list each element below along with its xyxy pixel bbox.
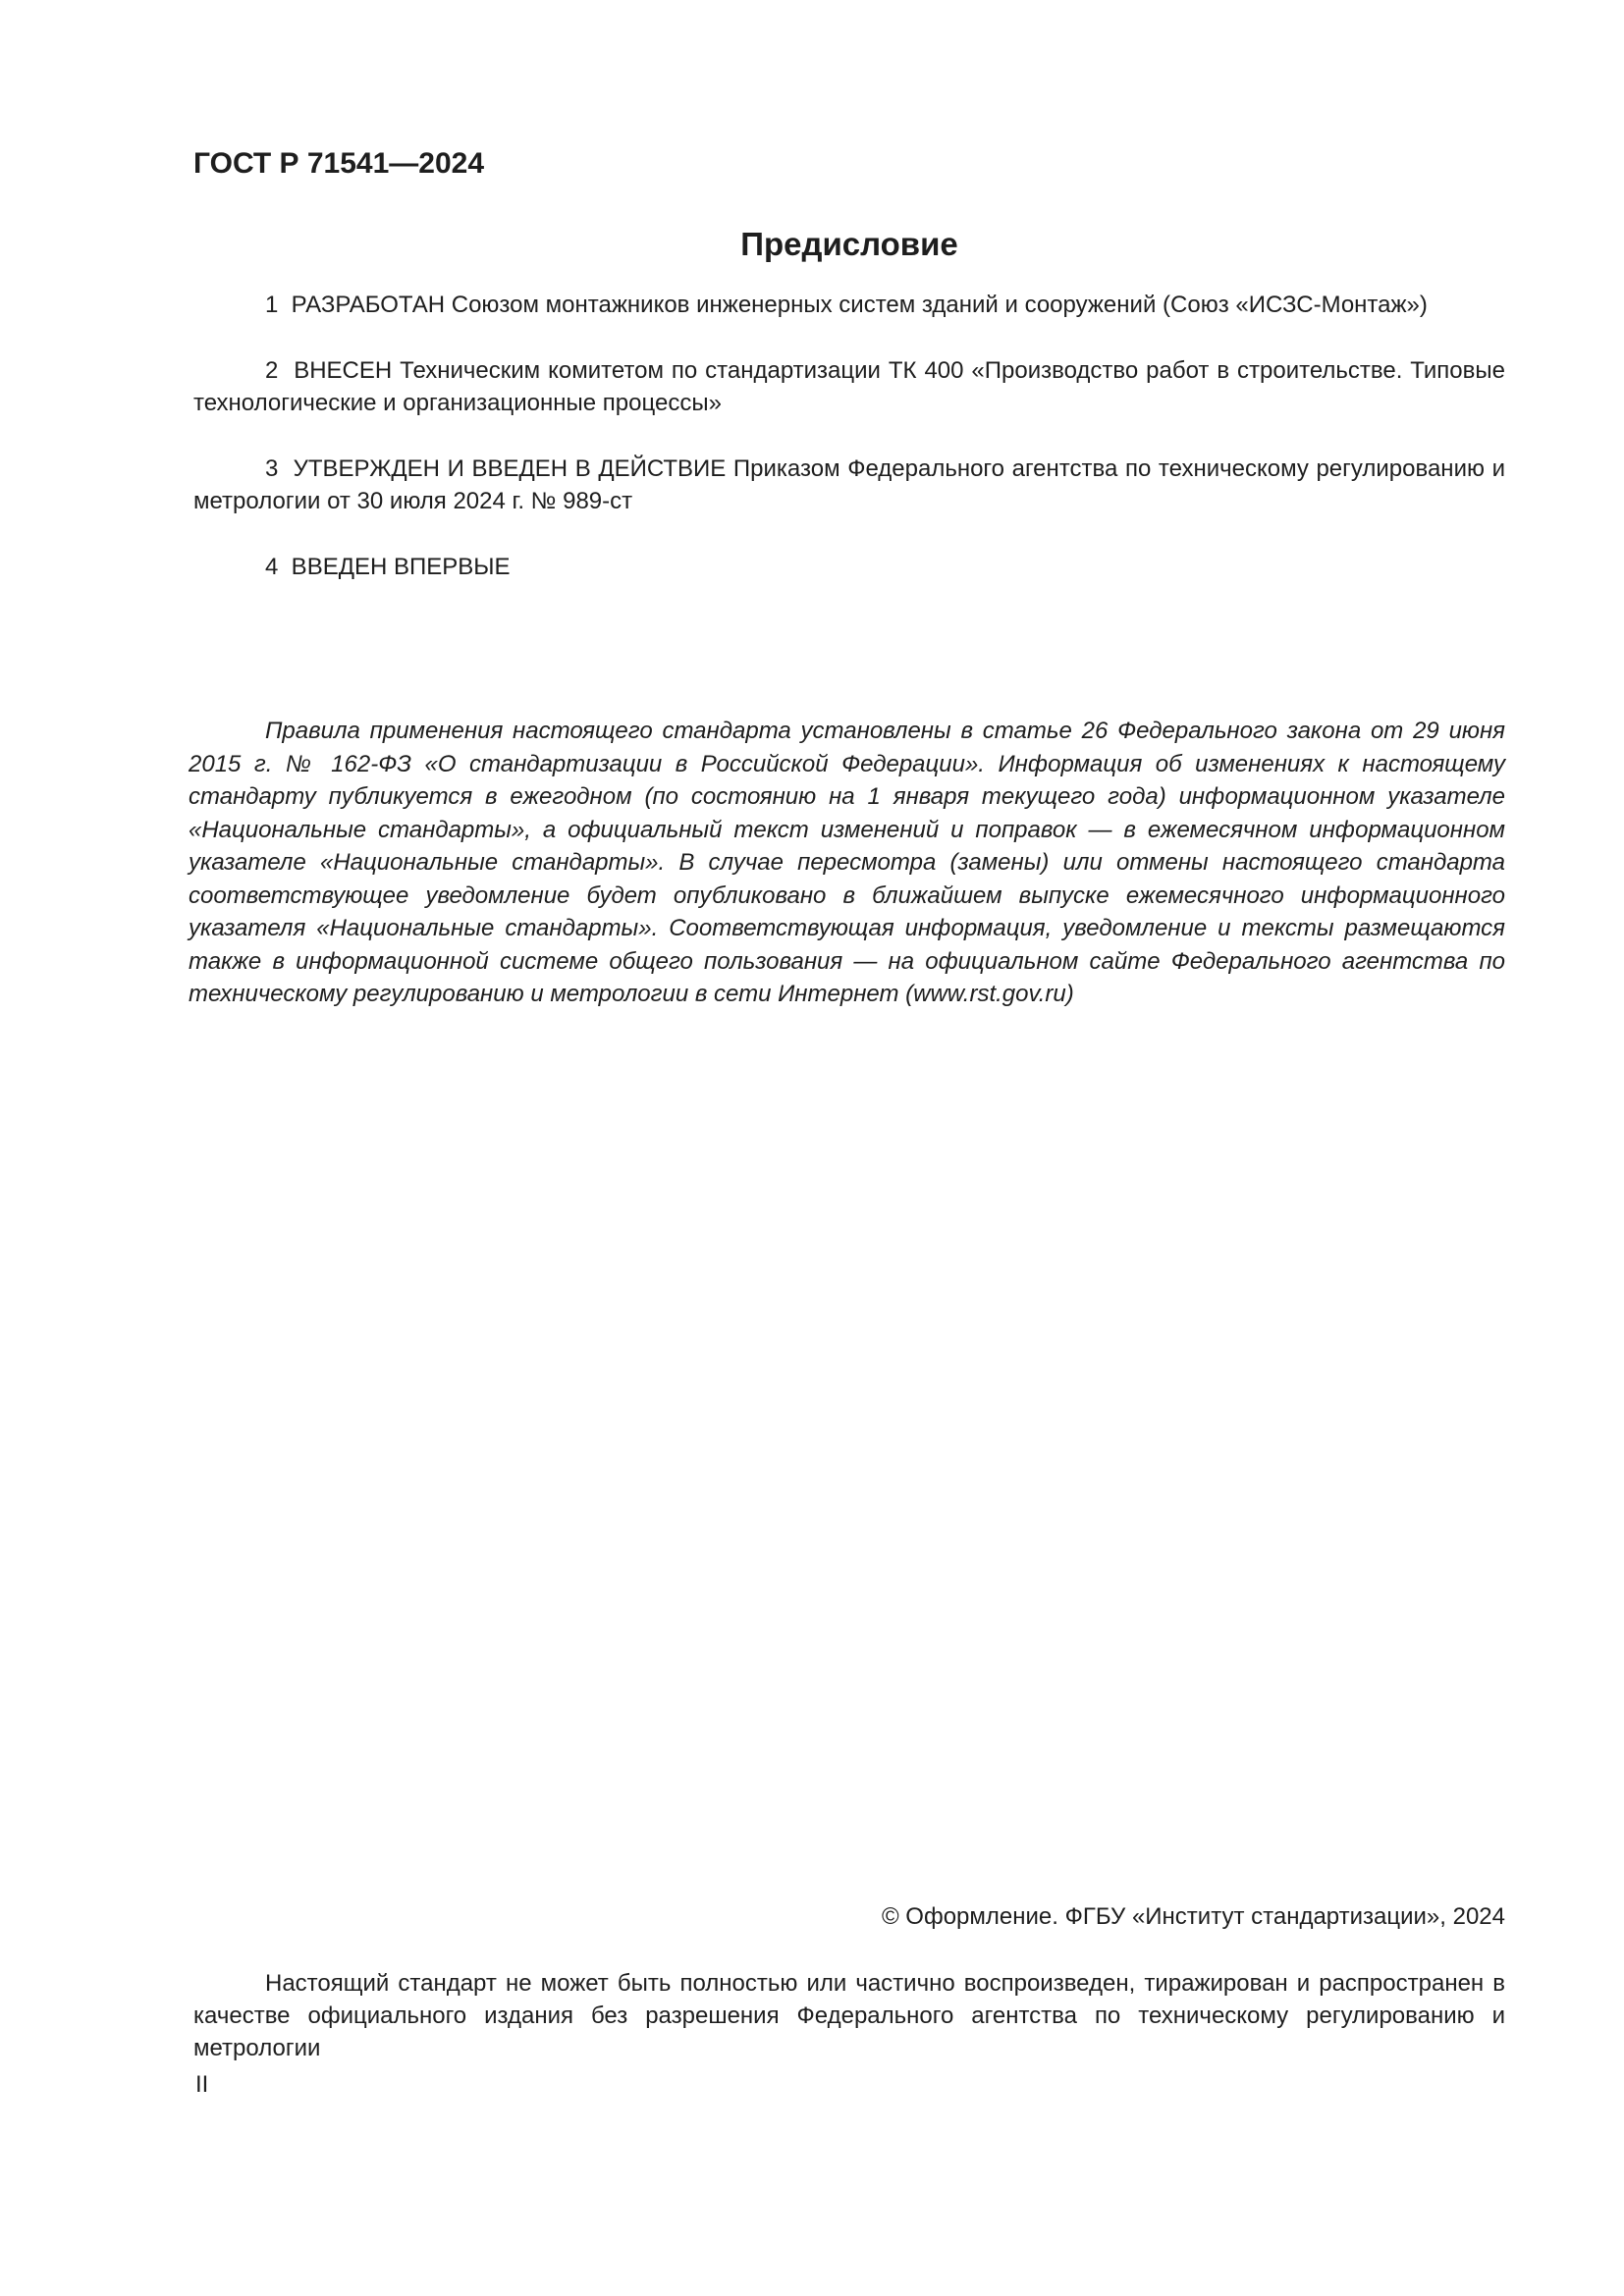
copyright-text: © Оформление. ФГБУ «Институт стандартизации», 2024: [881, 1903, 1505, 1930]
section-title: Предисловие: [740, 226, 958, 262]
foreword-item-3: 3 УТВЕРЖДЕН И ВВЕДЕН В ДЕЙСТВИЕ Приказом Федерального агентства по техническому регулированию и метрологии от 30 июля 2024 г. № 989-ст: [193, 455, 1505, 514]
foreword-item-2: 2 ВНЕСЕН Техническим комитетом по стандартизации ТК 400 «Производство работ в строительстве. Типовые технологические и организационные процессы»: [193, 357, 1505, 416]
copyright-line: [193, 1900, 1505, 1933]
legal-notice: Правила применения настоящего стандарта установлены в статье 26 Федерального закона от 29 июня 2015 г. № 162-ФЗ «О стандартизации в Российской Федерации». Информация об изменениях к настоящему стандарту публикуется в ежегодном (по состоянию на 1 января текущего года) информационном указателе «Национальные стандарты», а официальный текст изменений и поправок — в ежемесячном информационном указателе «Национальные стандарты». В случае пересмотра (замены) или отмены настоящего стандарта соответствующее уведомление будет опубликовано в ближайшем выпуске ежемесячного информационного указателя «Национальные стандарты». Соответствующая информация, уведомление и тексты размещаются также в информационной системе общего пользования — на официальном сайте Федерального агентства по техническому регулированию и метрологии в сети Интернет (www.rst.gov.ru): [189, 718, 1505, 1007]
foreword-items: [193, 289, 1505, 616]
foreword-item-1: 1 РАЗРАБОТАН Союзом монтажников инженерных систем зданий и сооружений (Союз «ИСЗС-Монтаж»): [265, 292, 1428, 318]
doc-code-header: ГОСТ Р 71541—2024: [193, 147, 485, 180]
page-number: II: [195, 2071, 209, 2098]
distribution-notice: Настоящий стандарт не может быть полностью или частично воспроизведен, тиражирован и распространен в качестве официального издания без разрешения Федерального агентства по техническому регулированию и метрологии: [193, 1970, 1505, 2061]
foreword-item-4: 4 ВВЕДЕН ВПЕРВЫЕ: [265, 554, 511, 580]
